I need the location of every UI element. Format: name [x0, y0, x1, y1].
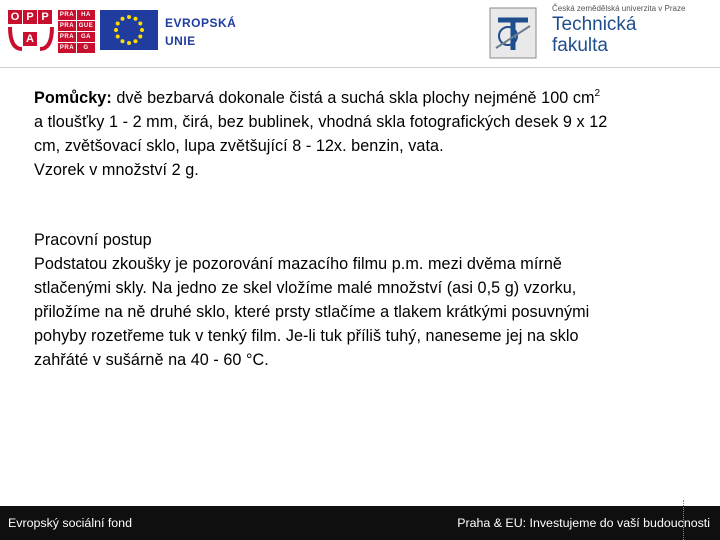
- praha-logo: [58, 10, 96, 52]
- praha-cell: PRA: [59, 45, 75, 51]
- opp-arc-icon: [8, 25, 54, 52]
- sample-line: Vzorek v množství 2 g.: [34, 161, 199, 179]
- faculty-title: [552, 14, 637, 56]
- tools-text: dvě bezbarvá dokonale čistá a suchá skla plochy nejméně 100 cm: [111, 89, 595, 107]
- footer-left-text: Evropský sociální fond: [8, 516, 132, 530]
- header: [0, 0, 720, 68]
- footer-divider: [683, 500, 684, 540]
- eu-flag-icon: [100, 10, 158, 50]
- tools-line-1: [34, 86, 714, 110]
- slide-content: [34, 86, 714, 372]
- university-name: Česká zemědělská univerzita v Praze: [552, 4, 686, 13]
- eu-line2: UNIE: [165, 34, 196, 48]
- footer-bar: [0, 506, 720, 540]
- procedure-line: stlačenými skly. Na jedno ze skel vložíme malé množství (asi 0,5 g) vzorku,: [34, 279, 577, 297]
- footer-right-text: Praha & EU: Investujeme do vaší budoucnosti: [457, 516, 710, 530]
- procedure-section: [34, 228, 714, 372]
- praha-cell: HA: [77, 10, 95, 20]
- tools-superscript: 2: [594, 88, 601, 99]
- eu-label: [165, 14, 236, 50]
- faculty-line1: Technická: [552, 14, 637, 35]
- praha-cell: GUE: [78, 23, 94, 29]
- tools-line-3: cm, zvětšovací sklo, lupa zvětšující 8 - 12x. benzin, vata.: [34, 137, 444, 155]
- praha-cell: PRA: [59, 23, 75, 29]
- tools-line-2: a tloušťky 1 - 2 mm, čirá, bez bublinek, vhodná skla fotografických desek 9 x 12: [34, 113, 608, 131]
- opp-letter: O: [8, 10, 22, 24]
- praha-cell: G: [77, 43, 95, 53]
- faculty-logo-icon: [488, 6, 538, 60]
- eu-line1: EVROPSKÁ: [165, 16, 237, 30]
- procedure-title: Pracovní postup: [34, 231, 152, 249]
- opp-letter: P: [38, 10, 52, 24]
- procedure-line: zahřáté v sušárně na 40 - 60 °C.: [34, 351, 269, 369]
- praha-cell: PRA: [59, 34, 75, 40]
- praha-cell: PRA: [59, 12, 75, 18]
- opp-letter: P: [23, 10, 37, 24]
- procedure-line: pohyby rozetřeme tuk v tenký film. Je-li tuk příliš tuhý, naneseme jej na sklo: [34, 327, 579, 345]
- opp-letter: A: [23, 32, 37, 46]
- faculty-line2: fakulta: [552, 35, 608, 56]
- header-divider: [0, 67, 720, 68]
- tools-label: Pomůcky:: [34, 89, 112, 107]
- procedure-line: Podstatou zkoušky je pozorování mazacího filmu p.m. mezi dvěma mírně: [34, 255, 562, 273]
- praha-cell: GA: [77, 32, 95, 42]
- procedure-line: přiložíme na ně druhé sklo, které prsty stlačíme a tlakem krátkými posuvnými: [34, 303, 590, 321]
- opp-logo: [8, 10, 54, 52]
